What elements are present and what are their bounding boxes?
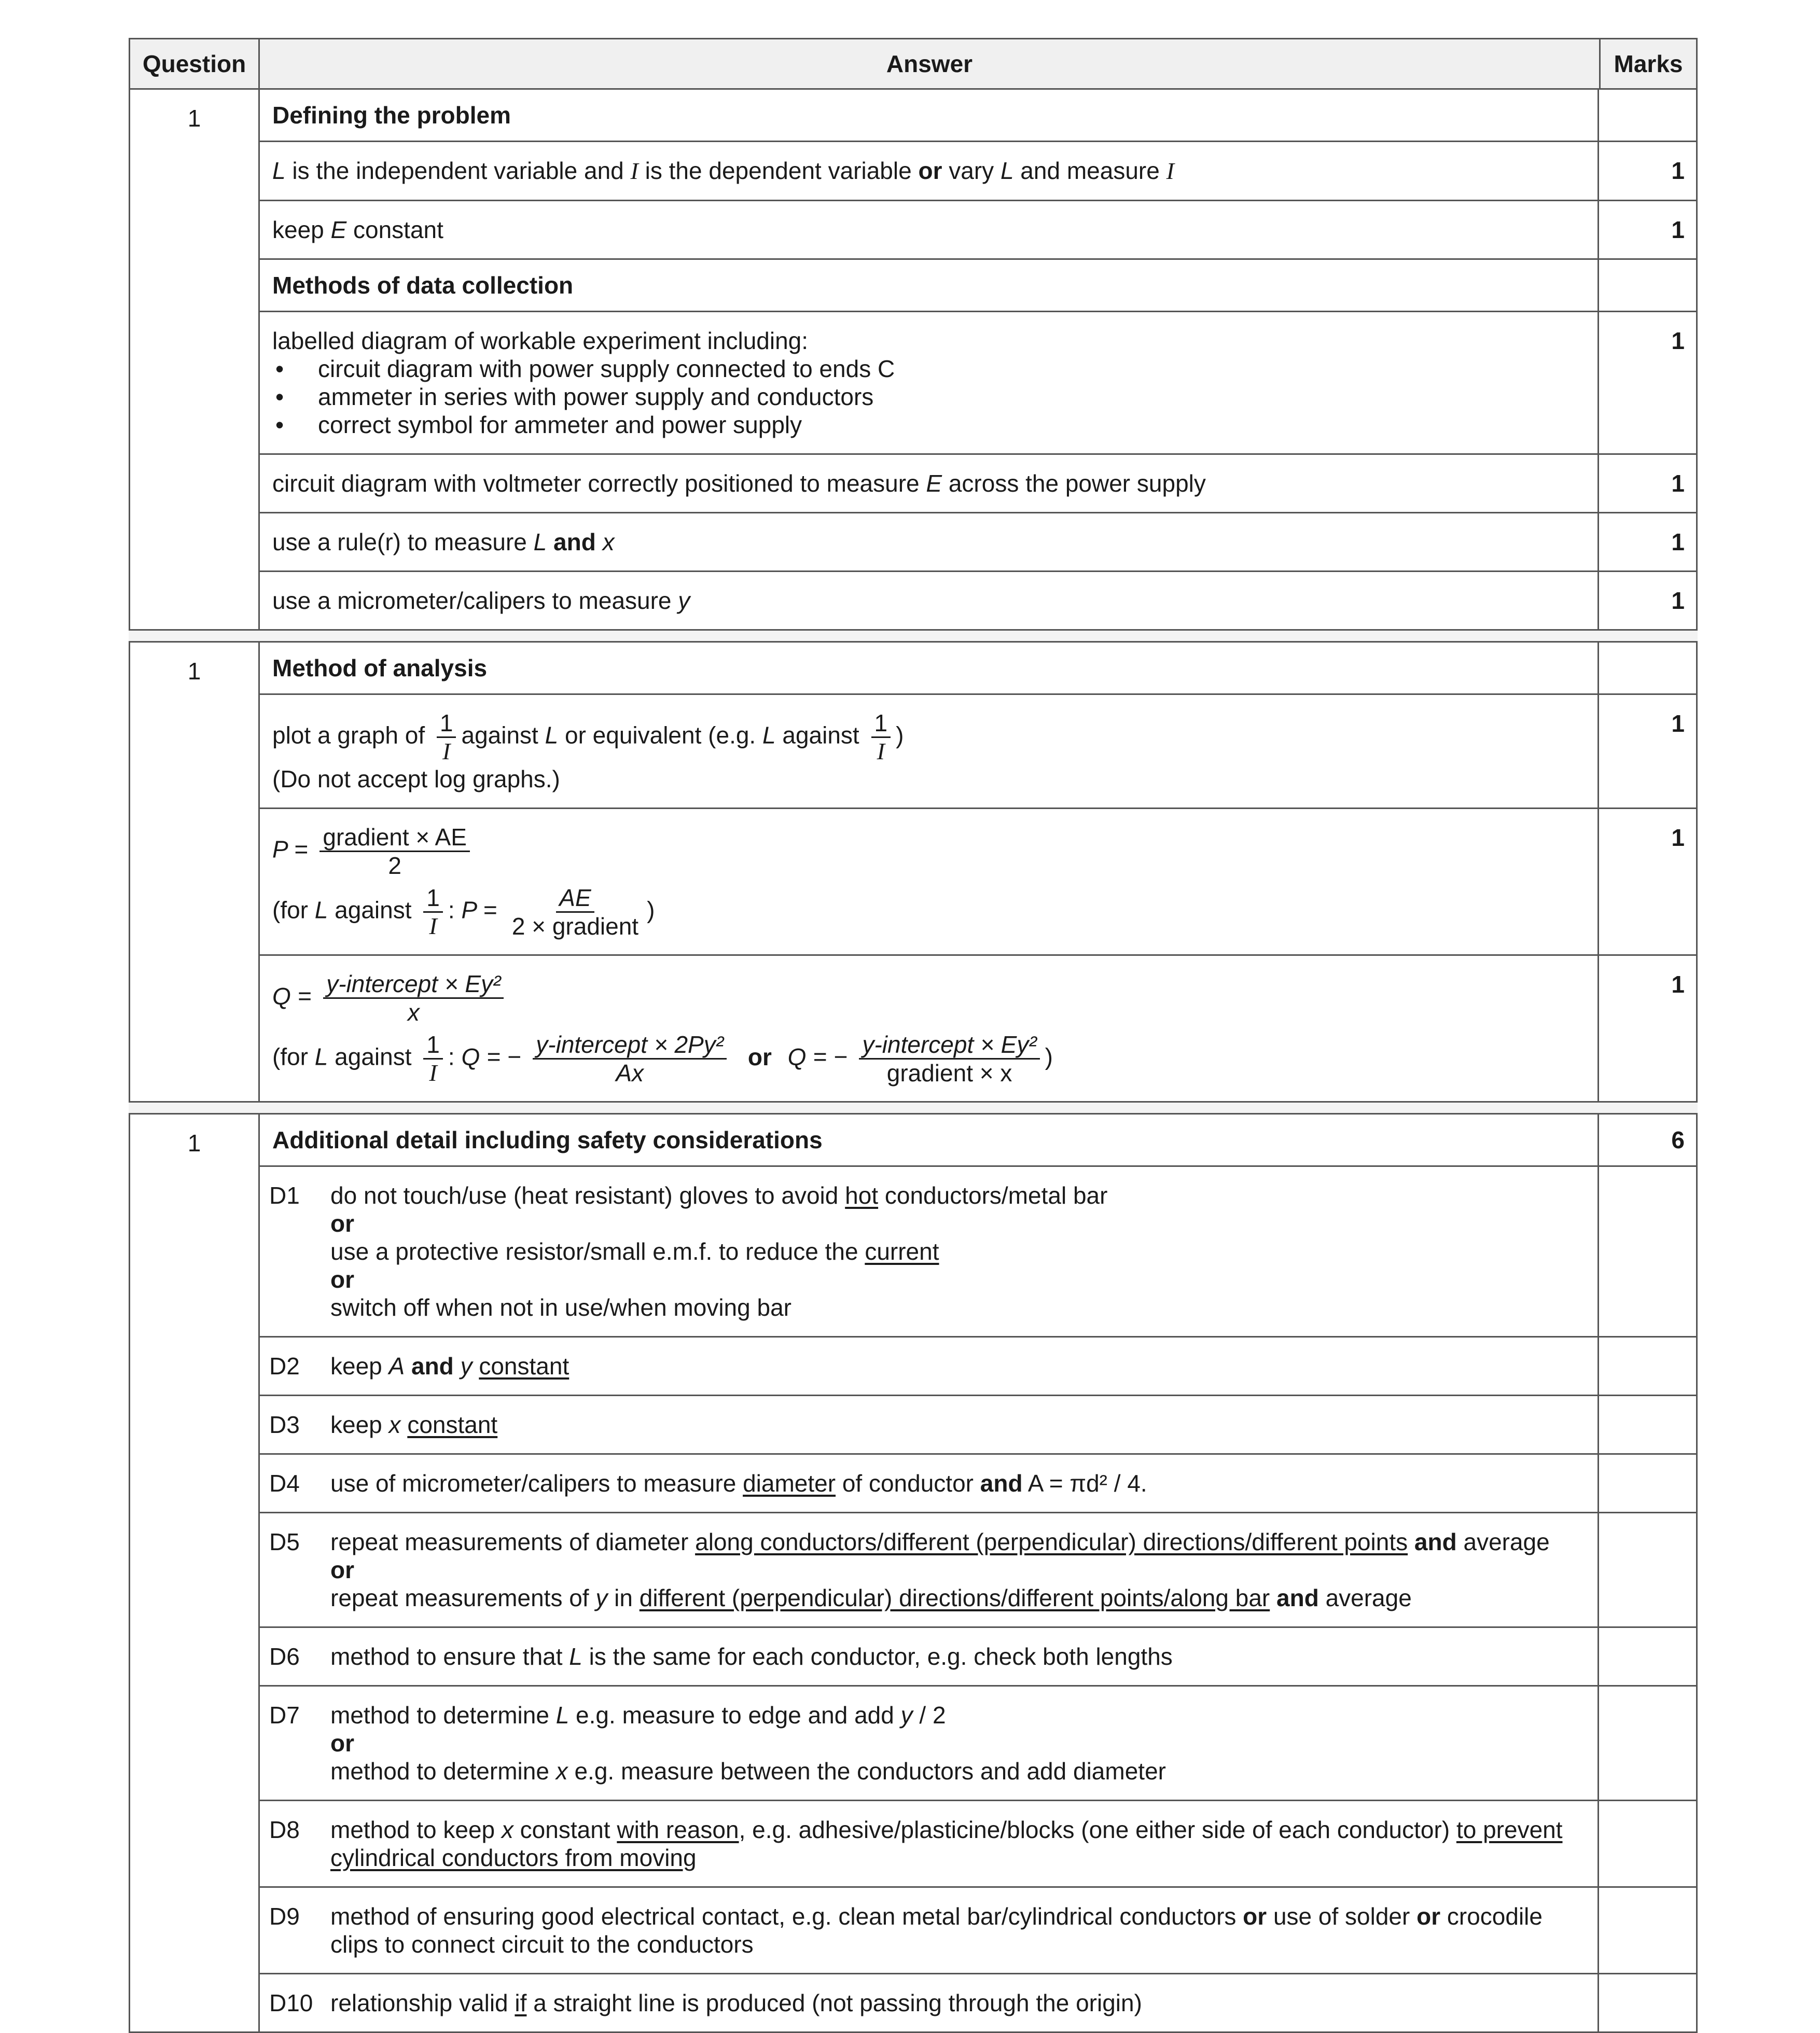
answer-row — [260, 142, 1696, 201]
section-heading-row — [260, 260, 1696, 312]
answer-row — [260, 956, 1696, 1101]
detail-text: D5 repeat measurements of diameter along conductors/different (perpendicular) directions/different points and average or repeat measurements of y in different (perpendicular) directions/different points/along bar and average — [269, 1528, 1550, 1611]
marks-cell — [1597, 1974, 1696, 2031]
fraction: $\frac{1}{I}$ — [423, 884, 443, 940]
detail-text: D8 method to keep x constant with reason, e.g. adhesive/plasticine/blocks (one either side of each conductor) to prevent cylindrical conductors from moving — [269, 1816, 1563, 1871]
answer-text: plot a graph of $\frac{1}{I}$ against L or equivalent (e.g. L against $\frac{1}{I}$ ) (Do not accept log graphs.) — [260, 695, 1597, 807]
detail-label: D7 — [269, 1702, 300, 1729]
answer-text: circuit diagram with voltmeter correctly positioned to measure E across the power supply — [272, 470, 1206, 497]
block-separator — [129, 1101, 1698, 1115]
question-number: 1 — [130, 643, 260, 1101]
detail-label: D2 — [269, 1353, 300, 1380]
fraction: $\frac{\text{y-intercept × Ey²}}{x}$ — [323, 970, 504, 1026]
marks-cell — [1597, 1888, 1696, 1973]
fraction: $\frac{1}{I}$ — [871, 709, 891, 765]
marks-column-header: Marks — [1599, 38, 1698, 90]
detail-row — [260, 1628, 1696, 1687]
answer-row — [260, 695, 1696, 809]
marks-cell — [1597, 1628, 1696, 1685]
marks-cell: 1 — [1597, 312, 1696, 453]
detail-label: D1 — [269, 1182, 300, 1209]
detail-row — [260, 1396, 1696, 1455]
marks-cell — [1597, 1396, 1696, 1453]
answer-note: (Do not accept log graphs.) — [272, 765, 560, 792]
fraction: $\frac{1}{I}$ — [423, 1031, 443, 1087]
marks-cell — [1597, 90, 1696, 141]
answer-text — [260, 312, 1597, 453]
answer-row — [260, 809, 1696, 956]
detail-row — [260, 1801, 1696, 1888]
marks-cell: 1 — [1597, 201, 1696, 258]
fraction: $\frac{\text{y-intercept × 2Py²}}{Ax}$ — [533, 1031, 727, 1087]
fraction: $\frac{\text{y-intercept × Ey²}}{\text{gradient × x}}$ — [859, 1031, 1039, 1087]
section-heading-row — [260, 90, 1696, 142]
detail-text: D6 method to ensure that L is the same for each conductor, e.g. check both lengths — [269, 1643, 1173, 1670]
answer-row — [260, 312, 1696, 455]
answer-row — [260, 513, 1696, 572]
answer-row — [260, 455, 1696, 513]
detail-text: D2 keep A and y constant — [269, 1353, 569, 1380]
detail-row — [260, 1455, 1696, 1513]
marks-cell — [1597, 1801, 1696, 1886]
bullet-item: • correct symbol for ammeter and power supply — [272, 411, 1587, 439]
detail-label: D3 — [269, 1411, 300, 1438]
marks-cell: 1 — [1597, 572, 1696, 629]
bullet-item: • ammeter in series with power supply and conductors — [272, 383, 1587, 411]
marks-cell — [1597, 1513, 1696, 1626]
marks-cell — [1597, 1338, 1696, 1395]
detail-text: D3 keep x constant — [269, 1411, 498, 1438]
detail-label: D10 — [269, 1989, 313, 2016]
question-number: 1 — [130, 90, 260, 629]
answer-row — [260, 572, 1696, 629]
marks-cell: 1 — [1597, 513, 1696, 570]
section-heading: Methods of data collection — [272, 272, 574, 299]
answer-text: use a micrometer/calipers to measure y — [272, 587, 690, 614]
block-separator — [129, 629, 1698, 643]
answer-text: Q = $\frac{\text{y-intercept × Ey²}}{x}$ (for L against $\frac{1}{I}$ : Q = − $\frac{\text{y-intercept × 2Py²}}{Ax}$ or Q = − $\frac{\text{y-intercept × Ey²}}{\text{gradient × x}}$ ) — [272, 970, 1053, 1087]
detail-row — [260, 1167, 1696, 1338]
marks-cell: 6 — [1597, 1115, 1696, 1165]
answer-text: use a rule(r) to measure L and x — [272, 528, 615, 555]
marks-cell — [1597, 260, 1696, 311]
detail-label: D6 — [269, 1643, 300, 1670]
detail-row — [260, 1888, 1696, 1974]
answer-column-header: Answer — [258, 38, 1599, 90]
detail-text: D10 relationship valid if a straight line is produced (not passing through the origin) — [269, 1989, 1142, 2016]
marks-cell — [1597, 1687, 1696, 1800]
marks-cell: 1 — [1597, 142, 1696, 200]
section-heading: Method of analysis — [272, 655, 488, 681]
answer-text: L is the independent variable and I is the dependent variable or vary L and measure I — [272, 157, 1174, 184]
detail-text: D1 do not touch/use (heat resistant) gloves to avoid hot conductors/metal bar or use a protective resistor/small e.m.f. to reduce the current or switch off when not in use/when moving bar — [269, 1182, 1108, 1321]
answer-text: keep E constant — [272, 216, 443, 243]
marks-cell: 1 — [1597, 455, 1696, 512]
bullet-item: • circuit diagram with power supply connected to ends C — [272, 355, 1587, 383]
mark-scheme-table — [129, 38, 1698, 2033]
section-heading: Defining the problem — [272, 102, 511, 129]
marks-cell: 1 — [1597, 956, 1696, 1101]
detail-row — [260, 1338, 1696, 1396]
detail-label: D9 — [269, 1903, 300, 1930]
section-heading-row — [260, 1115, 1696, 1167]
detail-text: D7 method to determine L e.g. measure to edge and add y / 2 or method to determine x e.g. measure between the conductors and add diameter — [269, 1702, 1166, 1785]
question-number: 1 — [130, 1115, 260, 2031]
detail-label: D4 — [269, 1470, 300, 1497]
bullet-list — [272, 355, 1587, 439]
marks-cell — [1597, 1167, 1696, 1336]
fraction: $\frac{AE}{\text{2 × gradient}}$ — [511, 884, 639, 940]
answer-text: P = $\frac{\text{gradient × AE}}{2}$ (for L against $\frac{1}{I}$ : P = $\frac{AE}{\text{2 × gradient}}$ ) — [272, 824, 655, 940]
question-block-data-collection — [129, 90, 1698, 629]
question-block-analysis — [129, 643, 1698, 1101]
detail-row — [260, 1974, 1696, 2031]
section-heading: Additional detail including safety considerations — [272, 1126, 823, 1153]
marks-cell — [1597, 643, 1696, 693]
answer-row — [260, 201, 1696, 260]
section-heading-row — [260, 643, 1696, 695]
answer-intro: labelled diagram of workable experiment including: — [272, 327, 809, 354]
marks-cell: 1 — [1597, 809, 1696, 954]
question-block-additional-detail — [129, 1115, 1698, 2033]
marks-cell: 1 — [1597, 695, 1696, 807]
fraction: $\frac{1}{I}$ — [437, 709, 456, 765]
detail-row — [260, 1513, 1696, 1628]
marks-cell — [1597, 1455, 1696, 1512]
table-header — [129, 38, 1698, 90]
detail-label: D5 — [269, 1528, 300, 1555]
detail-text: D4 use of micrometer/calipers to measure diameter of conductor and A = πd² / 4. — [269, 1470, 1147, 1497]
detail-label: D8 — [269, 1816, 300, 1843]
question-column-header: Question — [129, 38, 258, 90]
detail-text: D9 method of ensuring good electrical contact, e.g. clean metal bar/cylindrical conductors or use of solder or crocodile clips to connect circuit to the conductors — [269, 1903, 1543, 1958]
detail-row — [260, 1687, 1696, 1801]
fraction: $\frac{\text{gradient × AE}}{2}$ — [319, 824, 469, 879]
